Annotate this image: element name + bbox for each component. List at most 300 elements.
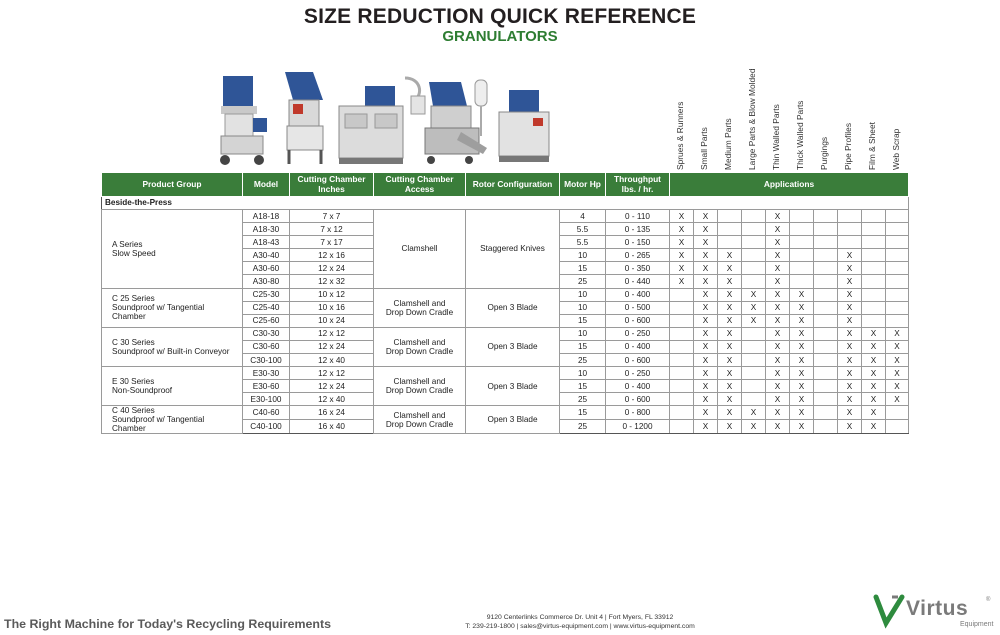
application-cell: X — [718, 340, 742, 353]
application-cell — [670, 354, 694, 367]
application-cell: X — [766, 354, 790, 367]
model-cell: A18-30 — [243, 223, 290, 236]
motor-cell: 25 — [560, 354, 606, 367]
application-cell — [742, 210, 766, 223]
machine-image-conveyor-unit — [469, 78, 493, 138]
footer-tagline: The Right Machine for Today's Recycling Requirements — [4, 617, 331, 631]
application-cell: X — [790, 340, 814, 353]
application-cell — [838, 223, 862, 236]
application-cell — [814, 223, 838, 236]
app-header: Small Parts — [699, 127, 709, 170]
throughput-cell: 0 - 400 — [606, 288, 670, 301]
application-cell: X — [838, 327, 862, 340]
application-cell: X — [838, 406, 862, 420]
application-cell: X — [838, 262, 862, 275]
application-cell: X — [790, 393, 814, 406]
logo-registered: ® — [986, 597, 991, 603]
application-cell: X — [766, 367, 790, 380]
application-cell — [670, 406, 694, 420]
table-row — [102, 288, 909, 301]
col-header-applications: Applications — [670, 173, 909, 197]
application-cell: X — [862, 406, 886, 420]
application-cell: X — [886, 393, 909, 406]
application-cell: X — [862, 367, 886, 380]
application-cell — [886, 420, 909, 434]
application-cell: X — [766, 275, 790, 288]
application-cell: X — [838, 340, 862, 353]
throughput-cell: 0 - 1200 — [606, 420, 670, 434]
application-cell — [718, 223, 742, 236]
model-cell: C40-100 — [243, 420, 290, 434]
application-cell — [886, 275, 909, 288]
application-cell: X — [862, 327, 886, 340]
product-group-name: C 30 Series — [112, 337, 155, 347]
application-cell: X — [766, 340, 790, 353]
application-cell — [790, 236, 814, 249]
throughput-cell: 0 - 250 — [606, 367, 670, 380]
application-cell: X — [766, 327, 790, 340]
product-group-name: A Series — [112, 239, 143, 249]
application-cell — [670, 420, 694, 434]
application-cell: X — [694, 367, 718, 380]
application-cell: X — [886, 327, 909, 340]
page-subtitle: GRANULATORS — [442, 28, 558, 45]
chamber-cell: 12 x 40 — [290, 393, 374, 406]
application-cell: X — [694, 301, 718, 314]
application-cell: X — [886, 354, 909, 367]
application-cell: X — [718, 288, 742, 301]
rotor-cell: Open 3 Blade — [466, 288, 560, 327]
chamber-cell: 16 x 24 — [290, 406, 374, 420]
application-cell — [862, 210, 886, 223]
machine-image-c40-series — [495, 86, 553, 166]
table-row — [102, 210, 909, 223]
motor-cell: 5.5 — [560, 236, 606, 249]
product-group-desc: Soundproof w/ Built-in Conveyor — [112, 346, 230, 356]
access-text: Clamshell — [401, 244, 438, 254]
chamber-cell: 7 x 17 — [290, 236, 374, 249]
throughput-cell: 0 - 135 — [606, 223, 670, 236]
footer-address-block — [430, 613, 730, 631]
app-header: Film & Sheet — [867, 122, 877, 170]
application-cell — [886, 262, 909, 275]
application-cell: X — [670, 210, 694, 223]
col-header-cutting-chamber: Cutting Chamber Inches — [290, 173, 374, 197]
model-cell: C25-60 — [243, 314, 290, 327]
application-cell: X — [718, 275, 742, 288]
product-group-name: E 30 Series — [112, 377, 155, 387]
granulator-table — [101, 172, 909, 434]
application-cell: X — [862, 340, 886, 353]
table-row — [102, 327, 909, 340]
throughput-cell: 0 - 110 — [606, 210, 670, 223]
application-cell: X — [862, 380, 886, 393]
motor-cell: 15 — [560, 314, 606, 327]
application-cell: X — [718, 327, 742, 340]
model-cell: C30-100 — [243, 354, 290, 367]
motor-cell: 25 — [560, 420, 606, 434]
col-header-motor: Motor Hp — [560, 173, 606, 197]
motor-cell: 15 — [560, 340, 606, 353]
application-cell — [718, 210, 742, 223]
throughput-cell: 0 - 400 — [606, 340, 670, 353]
application-cell: X — [886, 367, 909, 380]
machine-image-c30-series — [335, 74, 431, 170]
model-cell: C25-40 — [243, 301, 290, 314]
application-cell: X — [718, 406, 742, 420]
access-cell — [374, 327, 466, 366]
chamber-cell: 12 x 24 — [290, 262, 374, 275]
application-cell — [862, 223, 886, 236]
access-cell — [374, 210, 466, 289]
throughput-cell: 0 - 440 — [606, 275, 670, 288]
application-cell — [814, 367, 838, 380]
application-cell: X — [718, 420, 742, 434]
motor-cell: 10 — [560, 249, 606, 262]
application-cell — [862, 288, 886, 301]
motor-cell: 5.5 — [560, 223, 606, 236]
application-cell: X — [838, 380, 862, 393]
application-cell: X — [838, 288, 862, 301]
application-cell: X — [790, 354, 814, 367]
application-cell: X — [838, 367, 862, 380]
application-cell: X — [694, 340, 718, 353]
application-cell — [862, 301, 886, 314]
application-cell — [838, 210, 862, 223]
throughput-cell: 0 - 400 — [606, 380, 670, 393]
app-header: Thin Walled Parts — [771, 104, 781, 170]
product-group-desc: Soundproof w/ Tangential Chamber — [112, 303, 205, 322]
application-cell: X — [766, 249, 790, 262]
application-cell — [814, 249, 838, 262]
application-cell — [814, 301, 838, 314]
application-cell: X — [790, 367, 814, 380]
application-cell: X — [766, 301, 790, 314]
throughput-cell: 0 - 250 — [606, 327, 670, 340]
application-cell: X — [742, 420, 766, 434]
access-cell — [374, 288, 466, 327]
rotor-cell: Open 3 Blade — [466, 327, 560, 366]
app-header: Pipe Profiles — [843, 122, 853, 170]
application-cell — [742, 327, 766, 340]
application-cell — [742, 354, 766, 367]
application-cell — [838, 236, 862, 249]
application-cell: X — [742, 406, 766, 420]
application-cell: X — [886, 380, 909, 393]
access-text-2: Drop Down Cradle — [385, 386, 454, 396]
application-cell — [886, 236, 909, 249]
model-cell: C40-60 — [243, 406, 290, 420]
model-cell: A30-80 — [243, 275, 290, 288]
app-header: Sprues & Runners — [675, 101, 685, 170]
rotor-cell: Open 3 Blade — [466, 406, 560, 434]
application-cell: X — [838, 393, 862, 406]
application-cell — [742, 249, 766, 262]
machine-images — [217, 66, 557, 170]
throughput-cell: 0 - 800 — [606, 406, 670, 420]
application-cell: X — [838, 249, 862, 262]
application-cell: X — [862, 393, 886, 406]
application-cell: X — [790, 314, 814, 327]
application-cell — [814, 354, 838, 367]
application-cell — [886, 210, 909, 223]
chamber-cell: 16 x 40 — [290, 420, 374, 434]
access-cell — [374, 367, 466, 406]
chamber-cell: 10 x 16 — [290, 301, 374, 314]
col-header-throughput: Throughput lbs. / hr. — [606, 173, 670, 197]
chamber-cell: 12 x 32 — [290, 275, 374, 288]
application-cell — [670, 340, 694, 353]
model-cell: A18-18 — [243, 210, 290, 223]
application-cell — [742, 262, 766, 275]
application-cell — [862, 262, 886, 275]
application-cell: X — [694, 314, 718, 327]
application-cell: X — [862, 354, 886, 367]
chamber-cell: 7 x 7 — [290, 210, 374, 223]
logo-subtext: Equipment — [960, 621, 994, 628]
application-cell: X — [862, 420, 886, 434]
access-text-2: Drop Down Cradle — [385, 346, 454, 356]
application-cell — [670, 301, 694, 314]
application-cell: X — [838, 420, 862, 434]
product-group-cell — [102, 367, 243, 406]
rotor-cell: Staggered Knives — [466, 210, 560, 289]
table-row — [102, 406, 909, 420]
application-cell — [670, 288, 694, 301]
rotor-cell: Open 3 Blade — [466, 367, 560, 406]
application-cell — [742, 340, 766, 353]
chamber-cell: 10 x 12 — [290, 288, 374, 301]
app-header: Thick Walled Parts — [795, 100, 805, 170]
application-cell: X — [766, 262, 790, 275]
application-cell — [790, 275, 814, 288]
application-cell: X — [838, 354, 862, 367]
application-cell: X — [742, 288, 766, 301]
application-cell: X — [718, 301, 742, 314]
col-header-rotor: Rotor Configuration — [466, 173, 560, 197]
application-cell: X — [694, 406, 718, 420]
access-text-2: Drop Down Cradle — [385, 307, 454, 317]
application-cell — [742, 393, 766, 406]
application-cell — [886, 288, 909, 301]
application-cell: X — [670, 249, 694, 262]
motor-cell: 25 — [560, 275, 606, 288]
application-cell: X — [670, 223, 694, 236]
throughput-cell: 0 - 150 — [606, 236, 670, 249]
motor-cell: 10 — [560, 367, 606, 380]
application-cell: X — [718, 367, 742, 380]
app-header: Web Scrap — [891, 128, 901, 170]
model-cell: E30-60 — [243, 380, 290, 393]
virtus-logo — [870, 593, 998, 633]
application-cell — [886, 301, 909, 314]
application-cell: X — [838, 275, 862, 288]
chamber-cell: 12 x 24 — [290, 380, 374, 393]
product-group-desc: Non-Soundproof — [112, 386, 173, 396]
motor-cell: 15 — [560, 262, 606, 275]
application-cell: X — [718, 314, 742, 327]
application-cell: X — [790, 406, 814, 420]
application-cell — [742, 236, 766, 249]
access-text-2: Drop Down Cradle — [385, 419, 454, 429]
application-cell — [814, 420, 838, 434]
application-cell — [670, 380, 694, 393]
model-cell: C30-60 — [243, 340, 290, 353]
application-cell: X — [718, 380, 742, 393]
application-cell — [742, 367, 766, 380]
application-cell — [742, 275, 766, 288]
chamber-cell: 12 x 16 — [290, 249, 374, 262]
application-cell: X — [694, 223, 718, 236]
application-cell: X — [670, 236, 694, 249]
logo-wordmark: Virtus — [906, 597, 969, 620]
application-cell — [742, 223, 766, 236]
application-cell: X — [718, 393, 742, 406]
col-header-product-group: Product Group — [102, 173, 243, 197]
access-text: Clamshell and — [393, 298, 446, 308]
product-group-desc: Soundproof w/ Tangential Chamber — [112, 415, 205, 434]
application-cell: X — [790, 420, 814, 434]
application-cell — [790, 210, 814, 223]
application-cell — [814, 210, 838, 223]
chamber-cell: 12 x 12 — [290, 367, 374, 380]
application-cell: X — [790, 380, 814, 393]
application-cell: X — [718, 354, 742, 367]
table-header-row — [102, 173, 909, 197]
application-cell: X — [694, 393, 718, 406]
application-cell: X — [742, 301, 766, 314]
model-cell: A18-43 — [243, 236, 290, 249]
motor-cell: 10 — [560, 288, 606, 301]
application-cell — [814, 393, 838, 406]
col-header-model: Model — [243, 173, 290, 197]
page-title: SIZE REDUCTION QUICK REFERENCE — [303, 5, 697, 28]
application-cell — [814, 236, 838, 249]
application-cell: X — [886, 340, 909, 353]
application-cell — [886, 223, 909, 236]
application-cell: X — [718, 249, 742, 262]
application-cell: X — [694, 249, 718, 262]
application-cell: X — [694, 288, 718, 301]
application-cell: X — [694, 327, 718, 340]
application-cell: X — [766, 236, 790, 249]
application-cell: X — [766, 288, 790, 301]
application-cell: X — [694, 262, 718, 275]
application-cell — [814, 340, 838, 353]
motor-cell: 15 — [560, 406, 606, 420]
product-group-cell — [102, 406, 243, 434]
motor-cell: 4 — [560, 210, 606, 223]
application-cell: X — [670, 275, 694, 288]
application-cell — [886, 406, 909, 420]
application-cell — [886, 249, 909, 262]
application-cell: X — [790, 327, 814, 340]
throughput-cell: 0 - 600 — [606, 393, 670, 406]
application-cell: X — [694, 420, 718, 434]
product-group-name: C 40 Series — [112, 406, 155, 416]
throughput-cell: 0 - 500 — [606, 301, 670, 314]
access-text: Clamshell and — [393, 410, 446, 420]
product-group-cell — [102, 288, 243, 327]
footer-address: 9120 Centerlinks Commerce Dr. Unit 4 | Fort Myers, FL 33912 — [486, 614, 674, 621]
application-cell — [814, 262, 838, 275]
product-group-cell — [102, 210, 243, 289]
application-cell: X — [694, 275, 718, 288]
access-cell — [374, 406, 466, 434]
application-cell — [670, 314, 694, 327]
application-cell — [814, 406, 838, 420]
application-cell — [814, 314, 838, 327]
application-cell: X — [694, 354, 718, 367]
footer-contact: T: 239-219-1800 | sales@virtus-equipment.com | www.virtus-equipment.com — [465, 623, 695, 631]
machine-image-a-series — [217, 74, 275, 170]
motor-cell: 10 — [560, 327, 606, 340]
machine-image-c25-series — [279, 70, 329, 170]
application-cell — [670, 327, 694, 340]
application-cell — [790, 223, 814, 236]
application-cell — [742, 380, 766, 393]
application-cell — [790, 249, 814, 262]
application-cell — [814, 380, 838, 393]
chamber-cell: 12 x 24 — [290, 340, 374, 353]
application-cell: X — [790, 288, 814, 301]
model-cell: C25-30 — [243, 288, 290, 301]
application-cell: X — [838, 314, 862, 327]
application-cell: X — [766, 406, 790, 420]
throughput-cell: 0 - 600 — [606, 354, 670, 367]
application-cell: X — [742, 314, 766, 327]
chamber-cell: 12 x 12 — [290, 327, 374, 340]
application-cell — [718, 236, 742, 249]
model-cell: A30-60 — [243, 262, 290, 275]
application-cell — [670, 367, 694, 380]
application-cell — [814, 327, 838, 340]
throughput-cell: 0 - 350 — [606, 262, 670, 275]
model-cell: E30-100 — [243, 393, 290, 406]
model-cell: E30-30 — [243, 367, 290, 380]
application-cell: X — [766, 380, 790, 393]
application-cell: X — [766, 223, 790, 236]
application-cell: X — [766, 393, 790, 406]
chamber-cell: 12 x 40 — [290, 354, 374, 367]
model-cell: A30-40 — [243, 249, 290, 262]
application-cell: X — [790, 301, 814, 314]
application-cell — [790, 262, 814, 275]
application-cell — [670, 393, 694, 406]
access-text: Clamshell and — [393, 377, 446, 387]
motor-cell: 10 — [560, 301, 606, 314]
product-group-name: C 25 Series — [112, 294, 155, 304]
throughput-cell: 0 - 600 — [606, 314, 670, 327]
application-cell — [862, 249, 886, 262]
model-cell: C30-30 — [243, 327, 290, 340]
motor-cell: 25 — [560, 393, 606, 406]
table-row — [102, 367, 909, 380]
application-cell: X — [694, 210, 718, 223]
product-group-cell — [102, 327, 243, 366]
application-cell — [862, 275, 886, 288]
throughput-cell: 0 - 265 — [606, 249, 670, 262]
section-row — [102, 197, 909, 210]
section-label: Beside-the-Press — [102, 197, 909, 210]
application-cell — [886, 314, 909, 327]
app-header: Large Parts & Blow Molded — [747, 68, 757, 170]
app-header: Medium Parts — [723, 118, 733, 170]
application-cell — [862, 314, 886, 327]
chamber-cell: 7 x 12 — [290, 223, 374, 236]
chamber-cell: 10 x 24 — [290, 314, 374, 327]
application-cell — [814, 288, 838, 301]
